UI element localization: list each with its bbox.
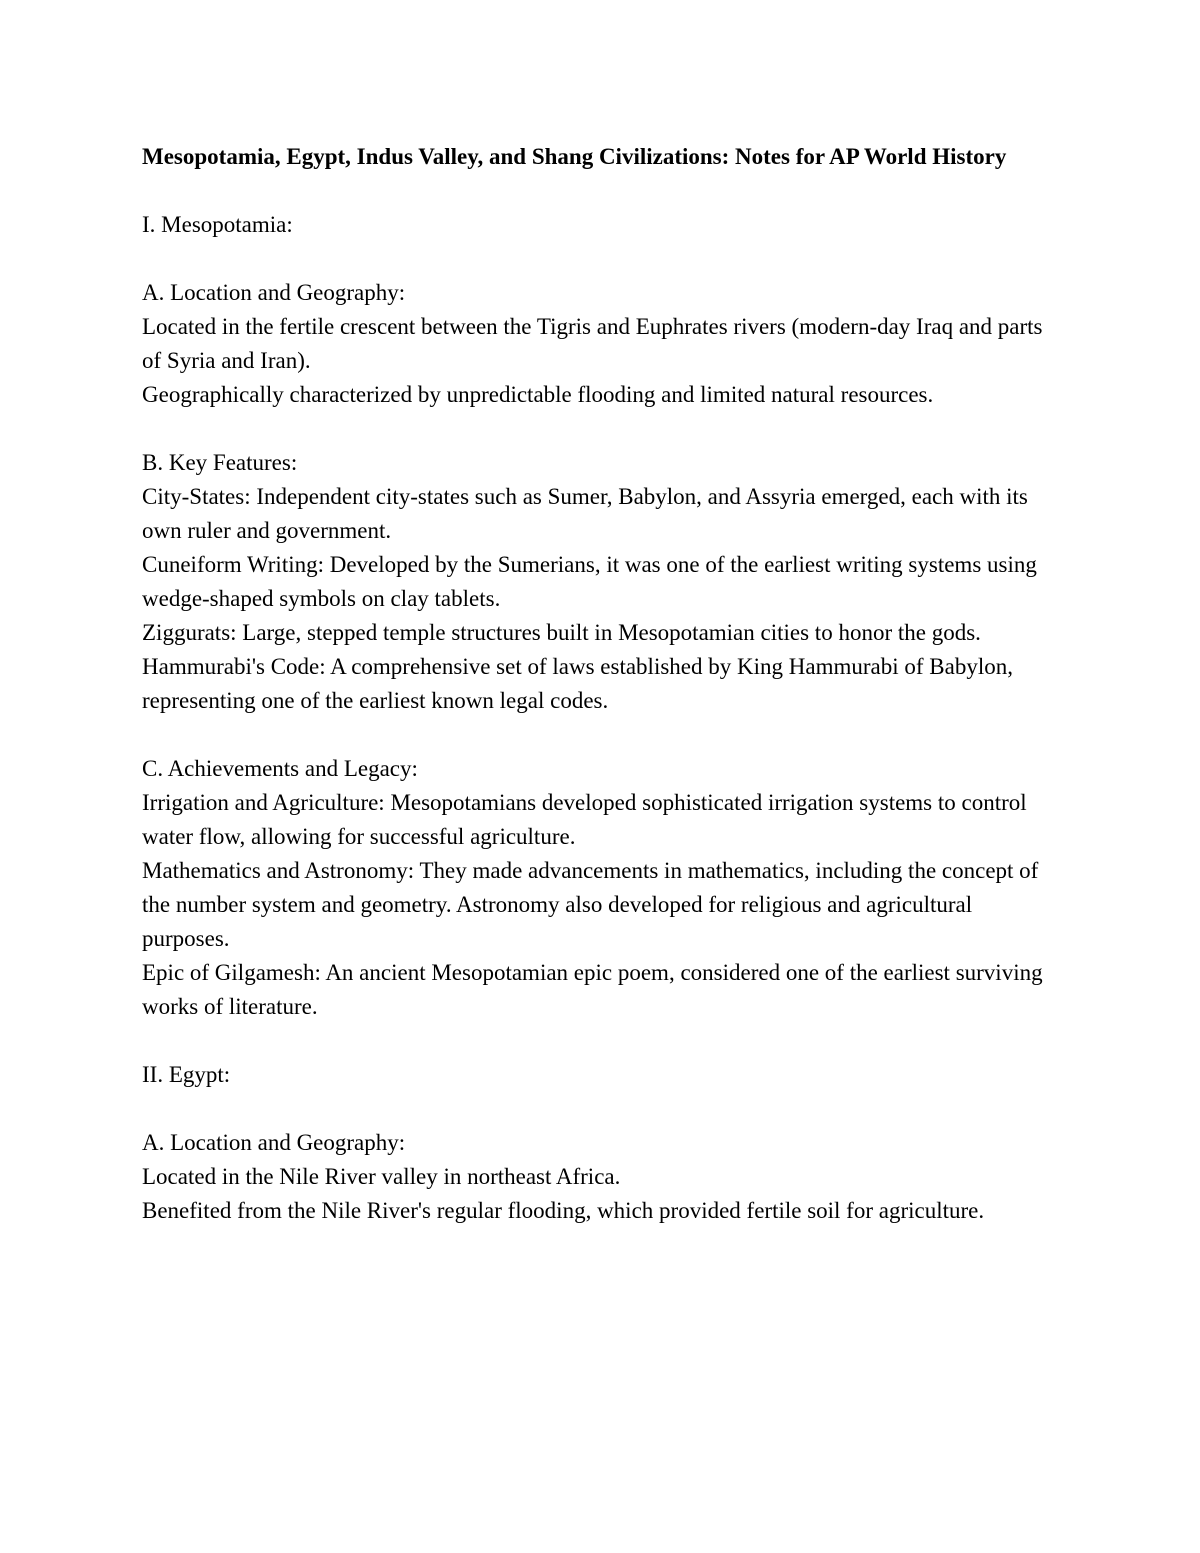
spacer <box>142 1024 1062 1058</box>
subsection-heading-key-features: B. Key Features: <box>142 450 298 475</box>
spacer <box>142 412 1062 446</box>
paragraph: Hammurabi's Code: A comprehensive set of laws established by King Hammurabi of Babylon, representing one of the earliest known legal codes. <box>142 654 1013 713</box>
paragraph: Located in the fertile crescent between the Tigris and Euphrates rivers (modern-day Iraq and parts of Syria and Iran). <box>142 314 1043 373</box>
spacer <box>142 174 1062 208</box>
paragraph: Cuneiform Writing: Developed by the Sumerians, it was one of the earliest writing systems using wedge-shaped symbols on clay tablets. <box>142 552 1037 611</box>
spacer <box>142 718 1062 752</box>
section-heading-mesopotamia: I. Mesopotamia: <box>142 212 293 237</box>
subsection-heading-location: A. Location and Geography: <box>142 1130 406 1155</box>
section-heading-egypt: II. Egypt: <box>142 1062 231 1087</box>
subsection-heading-achievements: C. Achievements and Legacy: <box>142 756 418 781</box>
document-body <box>142 140 1062 1228</box>
spacer <box>142 1092 1062 1126</box>
paragraph: Benefited from the Nile River's regular flooding, which provided fertile soil for agriculture. <box>142 1198 985 1223</box>
paragraph: Ziggurats: Large, stepped temple structures built in Mesopotamian cities to honor the gods. <box>142 620 981 645</box>
paragraph: City-States: Independent city-states such as Sumer, Babylon, and Assyria emerged, each with its own ruler and government. <box>142 484 1028 543</box>
paragraph: Geographically characterized by unpredictable flooding and limited natural resources. <box>142 382 934 407</box>
document-title: Mesopotamia, Egypt, Indus Valley, and Shang Civilizations: Notes for AP World History <box>142 144 1007 169</box>
paragraph: Mathematics and Astronomy: They made advancements in mathematics, including the concept of the number system and geometry. Astronomy also developed for religious and agricultural purposes. <box>142 858 1039 951</box>
subsection-heading-location: A. Location and Geography: <box>142 280 406 305</box>
spacer <box>142 242 1062 276</box>
paragraph: Located in the Nile River valley in northeast Africa. <box>142 1164 621 1189</box>
paragraph: Irrigation and Agriculture: Mesopotamians developed sophisticated irrigation systems to control water flow, allowing for successful agriculture. <box>142 790 1027 849</box>
paragraph: Epic of Gilgamesh: An ancient Mesopotamian epic poem, considered one of the earliest surviving works of literature. <box>142 960 1043 1019</box>
